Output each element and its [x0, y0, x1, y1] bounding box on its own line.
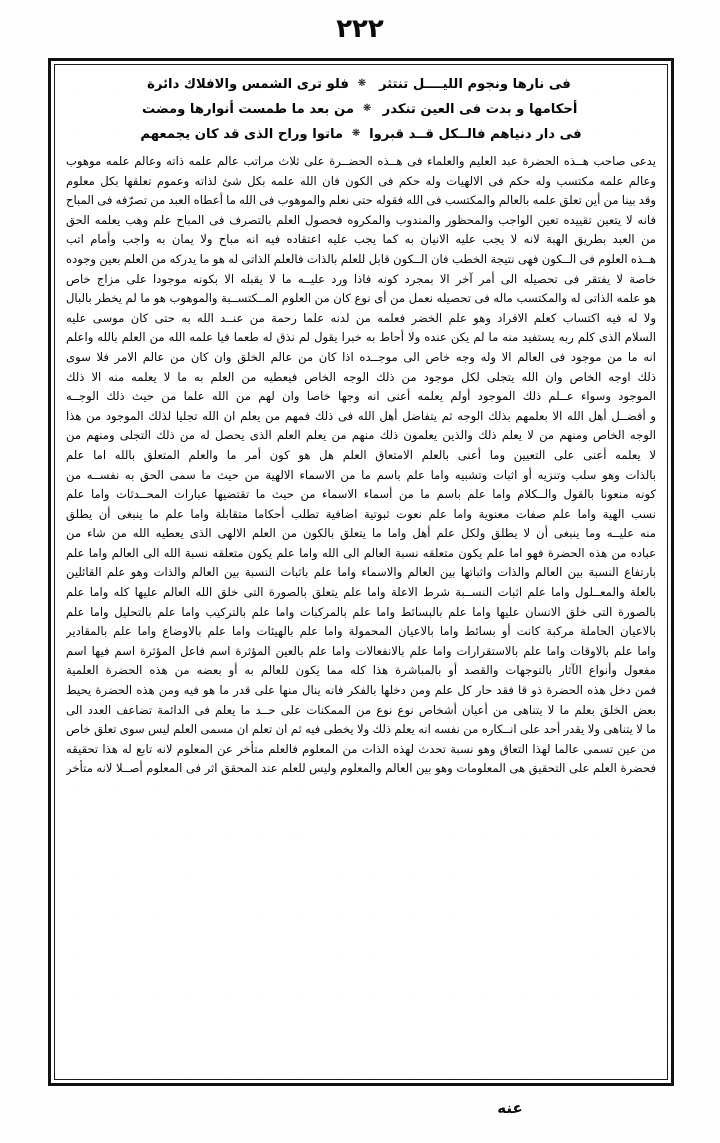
- body-line: كونه منعونا بالقول والــكلام واما علم باسم ما من أسماء الاسماء من حيث ما تقتضيها عبارات المحــدثات واما علم: [66, 487, 656, 502]
- body-line: الوجه الخاص ومنهم من لا يعلم ذلك والذين يعلمون ذلك منهم من يعلم العلم الذى يحصل له من ذلك التجلى ومنهم من: [66, 428, 656, 443]
- poetry-verse: [72, 74, 650, 96]
- poetry-block: [64, 74, 658, 146]
- verse-hemistich-second: أحكامها و بدت فى العين تنكدر: [382, 102, 578, 117]
- poetry-verse: [72, 124, 650, 146]
- body-line: فحضرة العلم على التحقيق هى المعلومات وهو بين العالم والمعلوم وليس للعلم عند المحقق اثر فى المعلوم أصــلا لانه متأخر: [66, 761, 656, 776]
- body-line: هو علمه الذاتى له والمكتسب ماله فى تحصيله نعمل من أى نوع كان من العلوم المــكتســبة والموهوب هو ما لم يخطر بالبال: [66, 291, 656, 306]
- verse-hemistich-second: فى دار دنياهم فالــكل قــد قبروا: [369, 127, 582, 142]
- verse-hemistich-first: ماتوا وراح الذى قد كان يجمعهم: [140, 127, 344, 142]
- body-line: لا يعلمه أعنى على التعيين وما أعنى بالعلم الامتعاق العلم هل هو كون أمر ما والعلم المتعلق بالله اما علم: [66, 447, 656, 462]
- body-line: بالعلة والمعــلول واما علم اثبات النســبة شرط الاعلة واما علم يتعلق بالصورة التى خلق الله العالم عليها كله واما علم: [66, 585, 656, 600]
- body-line: و أفضــل أهل الله الا بعلمهم بذلك الوجه ثم يتفاضل أهل الله فى ذلك فمهم من يعلم ان الله تجليا لذلك الموجود من هذا: [66, 408, 656, 423]
- body-line: ما لا يتناهى ولا يقدر أحد على انــكاره من نفسه انه يعلم ذلك ولا يخطى فيه ثم ان تعلم ان مسمى العلم ليس سوى تعلق خاص: [66, 722, 656, 737]
- verse-hemistich-first: فلو ترى الشمس والافلاك دائرة: [147, 77, 349, 92]
- body-line: من العبد بطريق الهبة لانه لا يجب عليه الانيان به كما يجب عليه اعتقاده فيه انه مباح ولا يمان به واجب وأمام اتب: [66, 232, 656, 247]
- verse-separator-icon: ❋: [351, 128, 361, 139]
- body-line: بعض الخلق بعلم ما لا يتناهى من أعيان أشخاص نوع نوع من الممكنات على حــد ما يعلم فى الدائمة تضاعف العدد الى: [66, 702, 656, 717]
- body-line: ذلك اوجه الخاص وان الله يتجلى لكل موجود من ذلك الوجه الخاص فيعطيه من العلم به ما لا يعلمه منه الا ذلك: [66, 369, 656, 384]
- body-line: بالاعيان الحاملة مركبة كانت أو بسائط واما بالاعيان المحمولة واما علم بالهيئات واما علم بالاوضاع واما علم بالمقادير: [66, 624, 656, 639]
- body-line: من عين تسمى عالما لهذا التعاق وهو نسبة تحدث لهذه الذات من المعلوم فالعلم متأخر عن المعلوم لانه تابع له هذا تحقيقه: [66, 741, 656, 756]
- body-line: انه ما من موجود فى العالم الا وله وجه خاص الى موجــده اذا كان من عالم الخلق وان كان من عالم الامر فلا سوى: [66, 349, 656, 364]
- page-content: [52, 62, 670, 1082]
- catchword: [0, 1098, 720, 1117]
- body-line: وقد بينا من أين تعلق علمه بالعالم والمكتسب فى الله فقوله حتى نعلم والموهوب فى الله ما أعطاه العبد من تصرّفه فى المباح: [66, 193, 656, 208]
- body-line: يدعى صاحب هــذه الحضرة عبد العليم والعلماء فى هــذه الحضــرة على ثلاث مراتب عالم علمه ذاته وعالم علمه موهوب: [66, 154, 656, 168]
- body-line: فانه لا يتعين تقييده تعين الواجب والمحظور والمندوب والمكروه فحصول العلم بالتصرف فى المباح علم وهب يعلمه الحق: [66, 212, 656, 227]
- poetry-verse: [72, 99, 650, 121]
- verse-hemistich-second: فى نارها ونجوم الليــــل تنتثر: [378, 77, 571, 92]
- body-line: نسب الهية واما علم صفات معنوية واما علم نعوت ثبوتية اضافية تطلب أحكاما متقابلة واما علم ما ينبغى أن يطلق: [66, 506, 656, 521]
- page-number: ٢٢٢: [336, 14, 384, 44]
- body-line: وعالم علمه مكتسب وله حكم فى الالهيات وله حكم فى الكون فان الله علمه بكل شئ لذاته وعموم تعلقها بكل معلوم: [66, 173, 656, 188]
- verse-separator-icon: ❋: [357, 78, 367, 89]
- body-line: بارتفاع النسبة بين العالم والذات واثباتها بين العالم والاسماء واما علم باثبات النسبة بين العالم والذات وهو علم القائلين: [66, 565, 656, 580]
- body-line: بالصورة التى خلق الانسان عليها واما علم بالبسائط واما علم بالمركبات واما علم بالتركيب واما علم بالتحليل واما علم: [66, 604, 656, 619]
- verse-separator-icon: ❋: [362, 103, 372, 114]
- body-line: بالذات وهو سلب وتنزيه أو اثبات وتشبيه واما علم باسم ما من الاسماء الالهية من حيث ما سمى الحق به نفســه من: [66, 467, 656, 482]
- body-line: منه عليــه وما ينبغى أن لا يطلق ولكل علم أهل واما ما يتعلق بالكون من العلم الالهى الذى يعطيه الله من شاء من: [66, 526, 656, 541]
- body-line: فمن دخل هذه الحضرة ذو قا فقد حار كل علم ومن دخلها بالفكر فانه ينال منها على قدر ما هو فيه ومن هذه الحضرة يحيط: [66, 683, 656, 698]
- body-line: واما علم بالاوقات واما علم بالاستقرارات واما علم بالانفعالات واما علم بالعين المؤثرة اسم فاعل المؤثرة اسم فيها اسم: [66, 643, 656, 658]
- body-line: السلام الذى كلم ربه يستفيد منه ما لم يكن عنده ولا أحاط به خبرا يقول لم نذق له طعما فيا علمه الله من العلم بالله واعلم: [66, 330, 656, 345]
- body-line: مفعول وأنواع الآثار بالتوجهات والقصد أو بالمباشرة هذا كله مما يكون للعالم به أو بعضه من هذه الحضرة العلمية: [66, 663, 656, 678]
- body-line: الموجود وسواء عــلم ذلك الموجود أولم يعلمه أعنى انه وجها خاصا وان لهم من الله علما من حيث ذلك الوجــه: [66, 389, 656, 404]
- catchword-text: عنه: [497, 1099, 523, 1117]
- body-line: هــذه العلوم فى الــكون فهى نتيجة الخطب فان الــكون قابل للعلم بالذات فالعلم الذاتى له هو ما يدركه من العلم بعين وجوده: [66, 251, 656, 266]
- body-line: خاصة لا يفتقر فى تحصيله الى أمر آخر الا بمجرد كونه فاذا ورد عليــه ما لا يقبله الا بكونه موجودا على مزاج خاص: [66, 271, 656, 286]
- verse-hemistich-first: من بعد ما طمست أنوارها ومضت: [141, 102, 355, 117]
- body-line: ولا له فيه اكتساب كعلم الافراد وهو علم الخضر فعلمه من لدنه علما رحمة من عنــد الله به حتى كان موسى عليه: [66, 310, 656, 325]
- body-line: عباده من هذه الحضرة فهو اما علم يكون متعلقه نسبة العالم الى الله واما علم يكون متعلقه نسبة الله الى العالم واما علم: [66, 545, 656, 560]
- body-text-block: [64, 152, 658, 779]
